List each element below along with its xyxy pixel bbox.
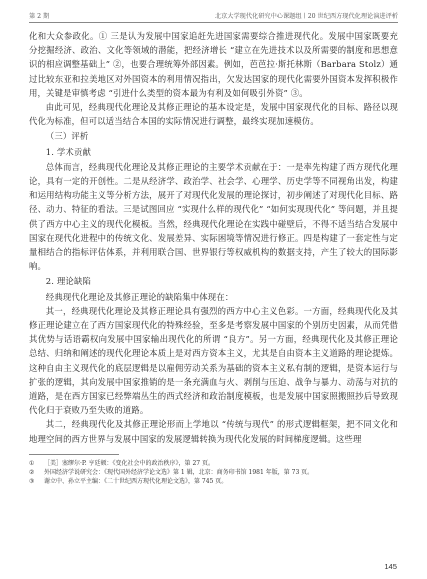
paragraph-defect-two: 其二，经典现代化及其修正理论形而上学地以 “传统与现代” 的形式逻辑框架，把不同文化和地理空间的西方世界与发展中国家的发展逻辑转换为现代化发展的时间梯度逻辑。这些理: [29, 419, 398, 444]
main-body: [29, 29, 398, 446]
journal-title: 北京大学现代化研究中心课题组丨20 世纪西方现代化理论演进评析: [214, 13, 398, 20]
paragraph-contribution: 总体而言，经典现代化理论及其修正理论的主要学术贡献在于：一是率先构建了西方现代化理论，具有一定的开创性。二是从经济学、政治学、社会学、心理学、历史学等不同视角出发，构建和运用结构功能主义等分析方法，展开了对现代化发展的理论探讨，初步阐述了对现代化目标、路径、动力、特征的看法。三是试图回应 “实现什么样的现代化” “如何实现现代化” 等问题，并且提供了西方中心主义的现代化模板。当然，经典现代化理论在实践中碰壁后，不得不适当结合发展中国家在现代化进程中的传统文化、发展差异、实际困境等情况进行修正。四是构建了一套定性与定量相结合的指标评估体系，并利用联合国、世界银行等权威机构的数据支持，产生了较大的国际影响。: [29, 161, 398, 272]
section-heading: （三）评析: [45, 131, 89, 142]
footnote-text: 外国经济学说研究会：《现代国外经济学论文选》第 1 辑，北京：商务印书馆 1981 年版，第 73 页。: [44, 468, 314, 476]
page-number: 145: [384, 562, 397, 571]
paragraph-continuation: 化和大众参政化。① 三是认为发展中国家追赶先进国家需要综合推进现代化。发展中国家既要充分挖掘经济、政治、文化等领域的潜能，把经济增长 “建立在先进技术以及所需要的制度和思想意识的相应调整基础上” ②，也要合理统筹外部因素。例如，芭芭拉·斯托林斯（Barbara Stolz）通过比较东亚和拉美地区对外国资本的利用情况指出，欠发达国家的现代化需要外国资本发挥积极作用，关键是审慎考虑 “引进什么类型的资本最为有利及如何吸引外资” ③。: [29, 31, 398, 98]
header-rule: [29, 22, 398, 23]
running-header: [29, 8, 398, 20]
footnote-item: [29, 459, 398, 468]
footnotes: [29, 459, 398, 486]
footnote-rule: [29, 454, 119, 455]
subsection-heading-defects: 2. 理论缺陷: [45, 276, 91, 287]
footnote-item: [29, 477, 398, 486]
paragraph-defects-intro: 经典现代化理论及其修正理论的缺陷集中体现在：: [45, 291, 234, 302]
footnote-text: ［美］塞缪尔·P. 亨廷顿：《变化社会中的政治秩序》，第 27 页。: [44, 459, 214, 467]
subsection-heading-contribution: 1. 学术贡献: [45, 146, 91, 157]
footnote-text: 谢立中、孙立平主编：《二十世纪西方现代化理论文选》，第 745 页。: [44, 477, 228, 485]
paragraph-defect-one: 其一，经典现代化理论及其修正理论具有强烈的西方中心主义色彩。一方面，经典现代化及其修正理论建立在了西方国家现代化的特殊经验，至多是考察发展中国家的个别历史因素，从而凭借其优势与话语霸权向发展中国家输出现代化的所谓 “良方”。另一方面，经典现代化及其修正理论总结、归纳和阐述的现代化理论本质上是对西方资本主义，尤其是自由资本主义道路的理论提炼。这种自由主义现代化的底层逻辑是以雇佣劳动关系为基础的资本主义私有制的逻辑，是资本运行与扩张的逻辑，其向发展中国家推销的是一条充满血与火、剥削与压迫、战争与暴力、动荡与对抗的道路，是在西方国家已经弊端丛生的西式经济和政治制度模板，也是发展中国家照搬照抄后导致现代化归于衰败乃至失败的道路。: [29, 305, 398, 416]
footnote-mark: ③: [29, 477, 35, 485]
issue-label: 第 2 期: [29, 13, 50, 20]
footnote-item: [29, 468, 398, 477]
paragraph-summary: 由此可见，经典现代化理论及其修正理论的基本设定是，发展中国家现代化的目标、路径以现代化为标准，但可以适当结合本国的实际情况进行调整，最终实现加速模仿。: [29, 102, 398, 127]
footnote-mark: ②: [29, 468, 35, 476]
footnote-mark: ①: [29, 459, 35, 467]
